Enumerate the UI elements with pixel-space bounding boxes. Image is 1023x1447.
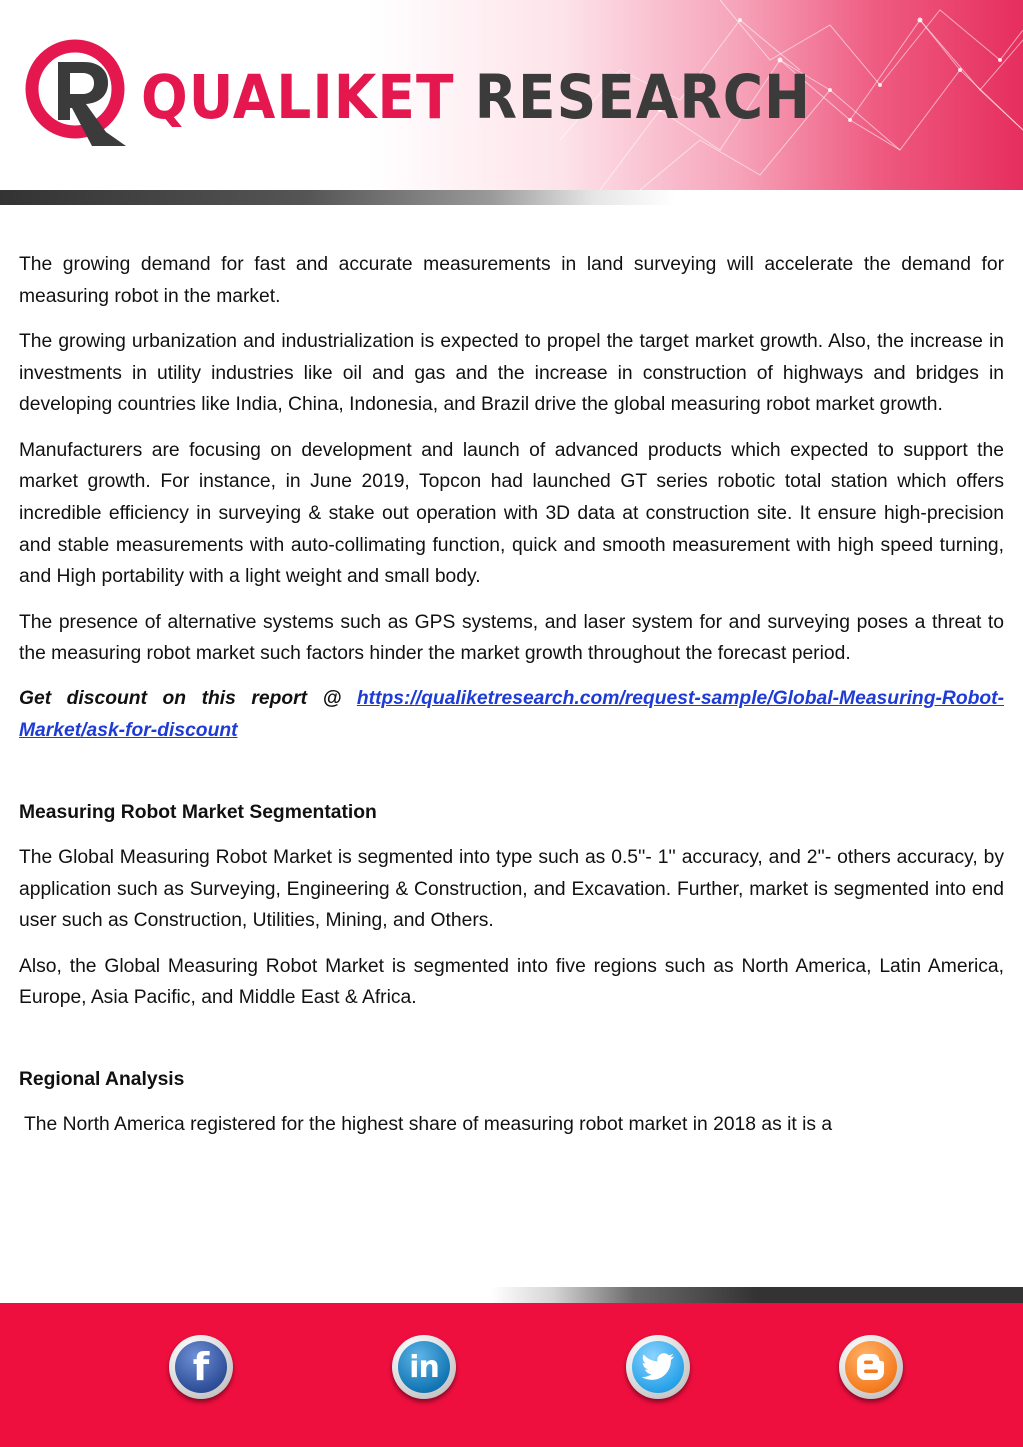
linkedin-icon: in xyxy=(398,1341,450,1393)
discount-callout xyxy=(19,683,1004,746)
regional-analysis-heading: Regional Analysis xyxy=(19,1069,185,1091)
paragraph-alternatives: The presence of alternative systems such as GPS systems, and laser system for and surveying poses a threat to the measuring robot market such factors hinder the market growth throughout the forecast period. xyxy=(19,611,1004,665)
brand-name-qualiket: QUALIKET xyxy=(141,62,455,133)
paragraph-segmentation-types: The Global Measuring Robot Market is segmented into type such as 0.5''- 1'' accuracy, and 2''- others accuracy, by application such as Surveying, Engineering & Construction, and Excavation. Further, market is segmented into end user such as Construction, Utilities, Mining, and Others. xyxy=(19,847,1004,932)
paragraph-urbanization: The growing urbanization and industrialization is expected to propel the target market growth. Also, the increase in investments in utility industries like oil and gas and the increase in construction of highways and bridges in developing countries like India, China, Indonesia, and Brazil drive the global measuring robot market growth. xyxy=(19,330,1004,416)
brand-name-research: RESEARCH xyxy=(474,62,812,133)
blogger-icon xyxy=(845,1341,897,1393)
twitter-button[interactable] xyxy=(626,1335,690,1399)
segmentation-heading: Measuring Robot Market Segmentation xyxy=(19,801,377,823)
blogger-button[interactable] xyxy=(839,1335,903,1399)
header-divider-bar xyxy=(0,190,1023,205)
blogger-b-icon xyxy=(856,1352,886,1382)
page-header xyxy=(0,0,1023,190)
linkedin-button[interactable] xyxy=(392,1335,456,1399)
paragraph-segmentation-regions: Also, the Global Measuring Robot Market is segmented into five regions such as North America, Latin America, Europe, Asia Pacific, and Middle East & Africa. xyxy=(19,955,1004,1009)
paragraph-manufacturers: Manufacturers are focusing on development and launch of advanced products which expected to support the market growth. For instance, in June 2019, Topcon had launched GT series robotic total station which offers incredible efficiency in surveying & stake out operation with 3D data at construction site. It ensure high-precision and stable measurements with auto-collimating function, quick and smooth measurement with high speed turning, and High portability with a light weight and small body. xyxy=(19,439,1004,588)
footer-divider-bar xyxy=(0,1287,1023,1303)
twitter-bird-icon xyxy=(641,1353,675,1381)
discount-label: Get discount on this report @ xyxy=(19,688,357,710)
facebook-icon: f xyxy=(175,1341,227,1393)
discount-link[interactable]: https://qualiketresearch.com/request-sample/Global-Measuring-Robot-Market/ask-for-discount xyxy=(19,688,1004,742)
qualiket-logo-icon xyxy=(22,36,132,148)
facebook-button[interactable] xyxy=(169,1335,233,1399)
paragraph-regional-analysis: The North America registered for the highest share of measuring robot market in 2018 as it is a xyxy=(24,1114,833,1136)
document-body xyxy=(19,249,1004,1141)
paragraph-intro: The growing demand for fast and accurate measurements in land surveying will accelerate the demand for measuring robot in the market. xyxy=(19,254,1004,307)
brand-wordmark xyxy=(141,62,811,132)
twitter-icon xyxy=(632,1341,684,1393)
